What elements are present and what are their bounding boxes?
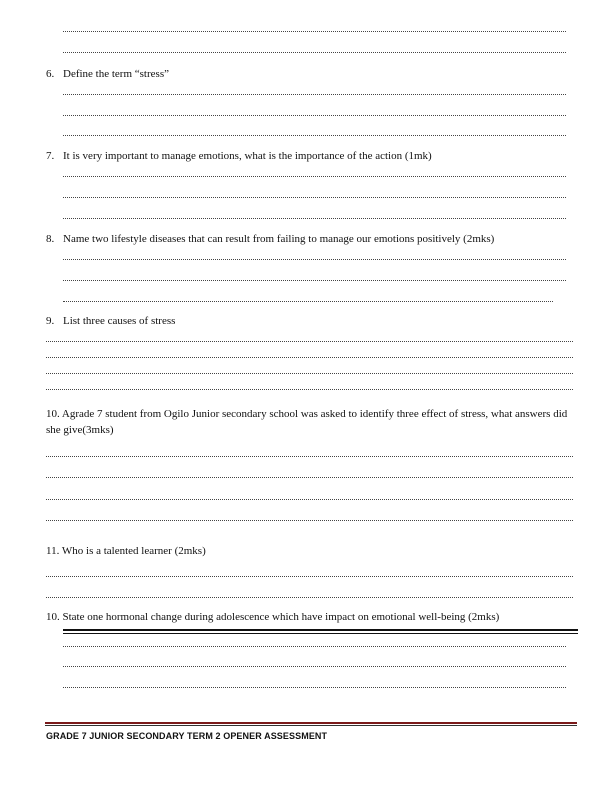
answer-line[interactable] [63, 687, 566, 688]
answer-line[interactable] [63, 176, 566, 177]
answer-line[interactable] [46, 373, 573, 374]
question-7 [46, 148, 576, 164]
answer-line[interactable] [63, 218, 566, 219]
answer-line[interactable] [63, 666, 566, 667]
question-text: 11. Who is a talented learner (2mks) [46, 545, 206, 557]
answer-line[interactable] [46, 477, 573, 478]
question-number: 9. [46, 315, 55, 327]
answer-line[interactable] [46, 389, 573, 390]
answer-line[interactable] [46, 576, 573, 577]
answer-line[interactable] [63, 31, 566, 32]
question-10a [46, 406, 576, 438]
divider [63, 629, 578, 631]
question-number: 7. [46, 150, 55, 162]
question-number: 8. [46, 233, 55, 245]
question-9 [46, 313, 576, 329]
question-number: 6. [46, 68, 55, 80]
answer-line[interactable] [63, 115, 566, 116]
question-6 [46, 66, 576, 82]
answer-line[interactable] [63, 94, 566, 95]
answer-line[interactable] [46, 597, 573, 598]
footer-title: GRADE 7 JUNIOR SECONDARY TERM 2 OPENER ASSESSMENT [46, 731, 328, 741]
question-text: Name two lifestyle diseases that can result from failing to manage our emotions positively (2mks) [63, 233, 495, 245]
answer-line[interactable] [63, 280, 566, 281]
answer-line[interactable] [46, 357, 573, 358]
answer-line[interactable] [63, 197, 566, 198]
question-8 [46, 231, 576, 247]
question-text: List three causes of stress [63, 315, 176, 327]
answer-line[interactable] [46, 499, 573, 500]
question-text: It is very important to manage emotions, what is the importance of the action (1mk) [63, 150, 432, 162]
divider [63, 633, 578, 634]
answer-line[interactable] [46, 456, 573, 457]
question-text: Define the term “stress” [63, 68, 169, 80]
answer-line[interactable] [46, 341, 573, 342]
answer-line[interactable] [46, 520, 573, 521]
answer-line[interactable] [63, 52, 566, 53]
answer-line[interactable] [63, 135, 566, 136]
answer-line[interactable] [63, 301, 553, 302]
question-11 [46, 543, 576, 559]
question-text: 10. Agrade 7 student from Ogilo Junior secondary school was asked to identify three effect of stress, what answers did she give(3mks) [46, 408, 568, 436]
footer-rule [45, 722, 577, 724]
question-10b [46, 609, 576, 625]
footer-rule [45, 725, 577, 726]
answer-line[interactable] [63, 259, 566, 260]
question-text: 10. State one hormonal change during adolescence which have impact on emotional well-being (2mks) [46, 611, 500, 623]
answer-line[interactable] [63, 646, 566, 647]
